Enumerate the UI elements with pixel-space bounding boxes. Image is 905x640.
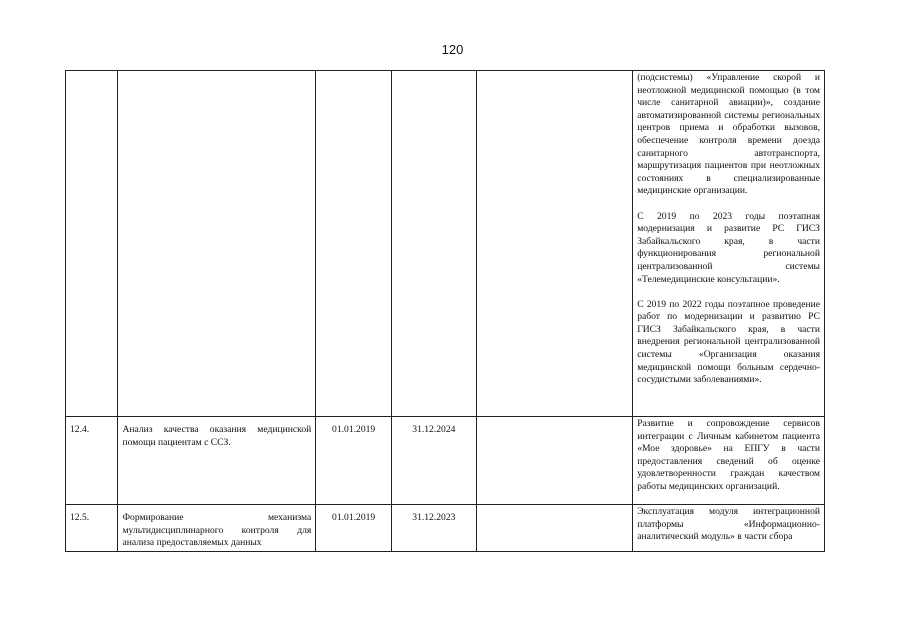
empty-cell [476,505,632,552]
description-paragraph: (подсистемы) «Управление скорой и неотложной медицинской помощью (в том числе санитарной авиации)», создание автоматизированной системы региональных центров приема и обработки вызовов, обеспечение контроля времени доезда санитарного автотранспорта, маршрутизация пациентов при неотложных состояниях в специализированные медицинские организации. [637,72,820,197]
start-date-cell [316,505,392,552]
end-date-cell [391,505,476,552]
description-paragraph: С 2019 по 2023 годы поэтапная модернизация и развитие РС ГИСЗ Забайкальского края, в части функционирования региональной централизованной системы «Телемедицинские консультации». [637,210,820,285]
table-row [66,71,825,417]
page-number: 120 [441,42,464,57]
start-date-cell [316,417,392,505]
end-date: 31.12.2024 [412,424,456,435]
measure-name-cell [118,505,316,552]
description-paragraph: Развитие и сопровождение сервисов интеграции с Личным кабинетом пациента «Мое здоровье» на ЕПГУ в части предоставления сведений об оценке удовлетворенности граждан качеством работы медицинских организаций. [637,418,820,492]
empty-cell [476,417,632,505]
description-cell [633,505,825,552]
table-row [66,417,825,505]
end-date-cell [391,71,476,417]
start-date: 01.01.2019 [332,424,376,435]
measures-table [65,70,825,552]
measure-name: Формирование механизма мультидисциплинарного контроля для анализа предоставляемых данных [122,512,312,549]
measure-name-cell [118,71,316,417]
empty-cell [476,71,632,417]
end-date-cell [391,417,476,505]
description-paragraph: С 2019 по 2022 годы поэтапное проведение работ по модернизации и развитию РС ГИСЗ Забайкальского края, в части внедрения региональной централизованной системы «Организация оказания медицинской помощи больным сердечно-сосудистыми заболеваниями». [637,298,820,386]
row-number: 12.5. [70,512,90,523]
table-row [66,505,825,552]
end-date: 31.12.2023 [412,512,456,523]
row-number-cell [66,417,118,505]
measure-name: Анализ качества оказания медицинской помощи пациентам с ССЗ. [122,424,312,448]
row-number: 12.4. [70,424,90,435]
row-number-cell [66,505,118,552]
measure-name-cell [118,417,316,505]
description-cell [633,71,825,417]
start-date-cell [316,71,392,417]
row-number-cell [66,71,118,417]
start-date: 01.01.2019 [332,512,376,523]
description-cell [633,417,825,505]
description-paragraph: Эксплуатация модуля интеграционной платформы «Информационно-аналитический модуль» в части сбора [637,506,820,543]
